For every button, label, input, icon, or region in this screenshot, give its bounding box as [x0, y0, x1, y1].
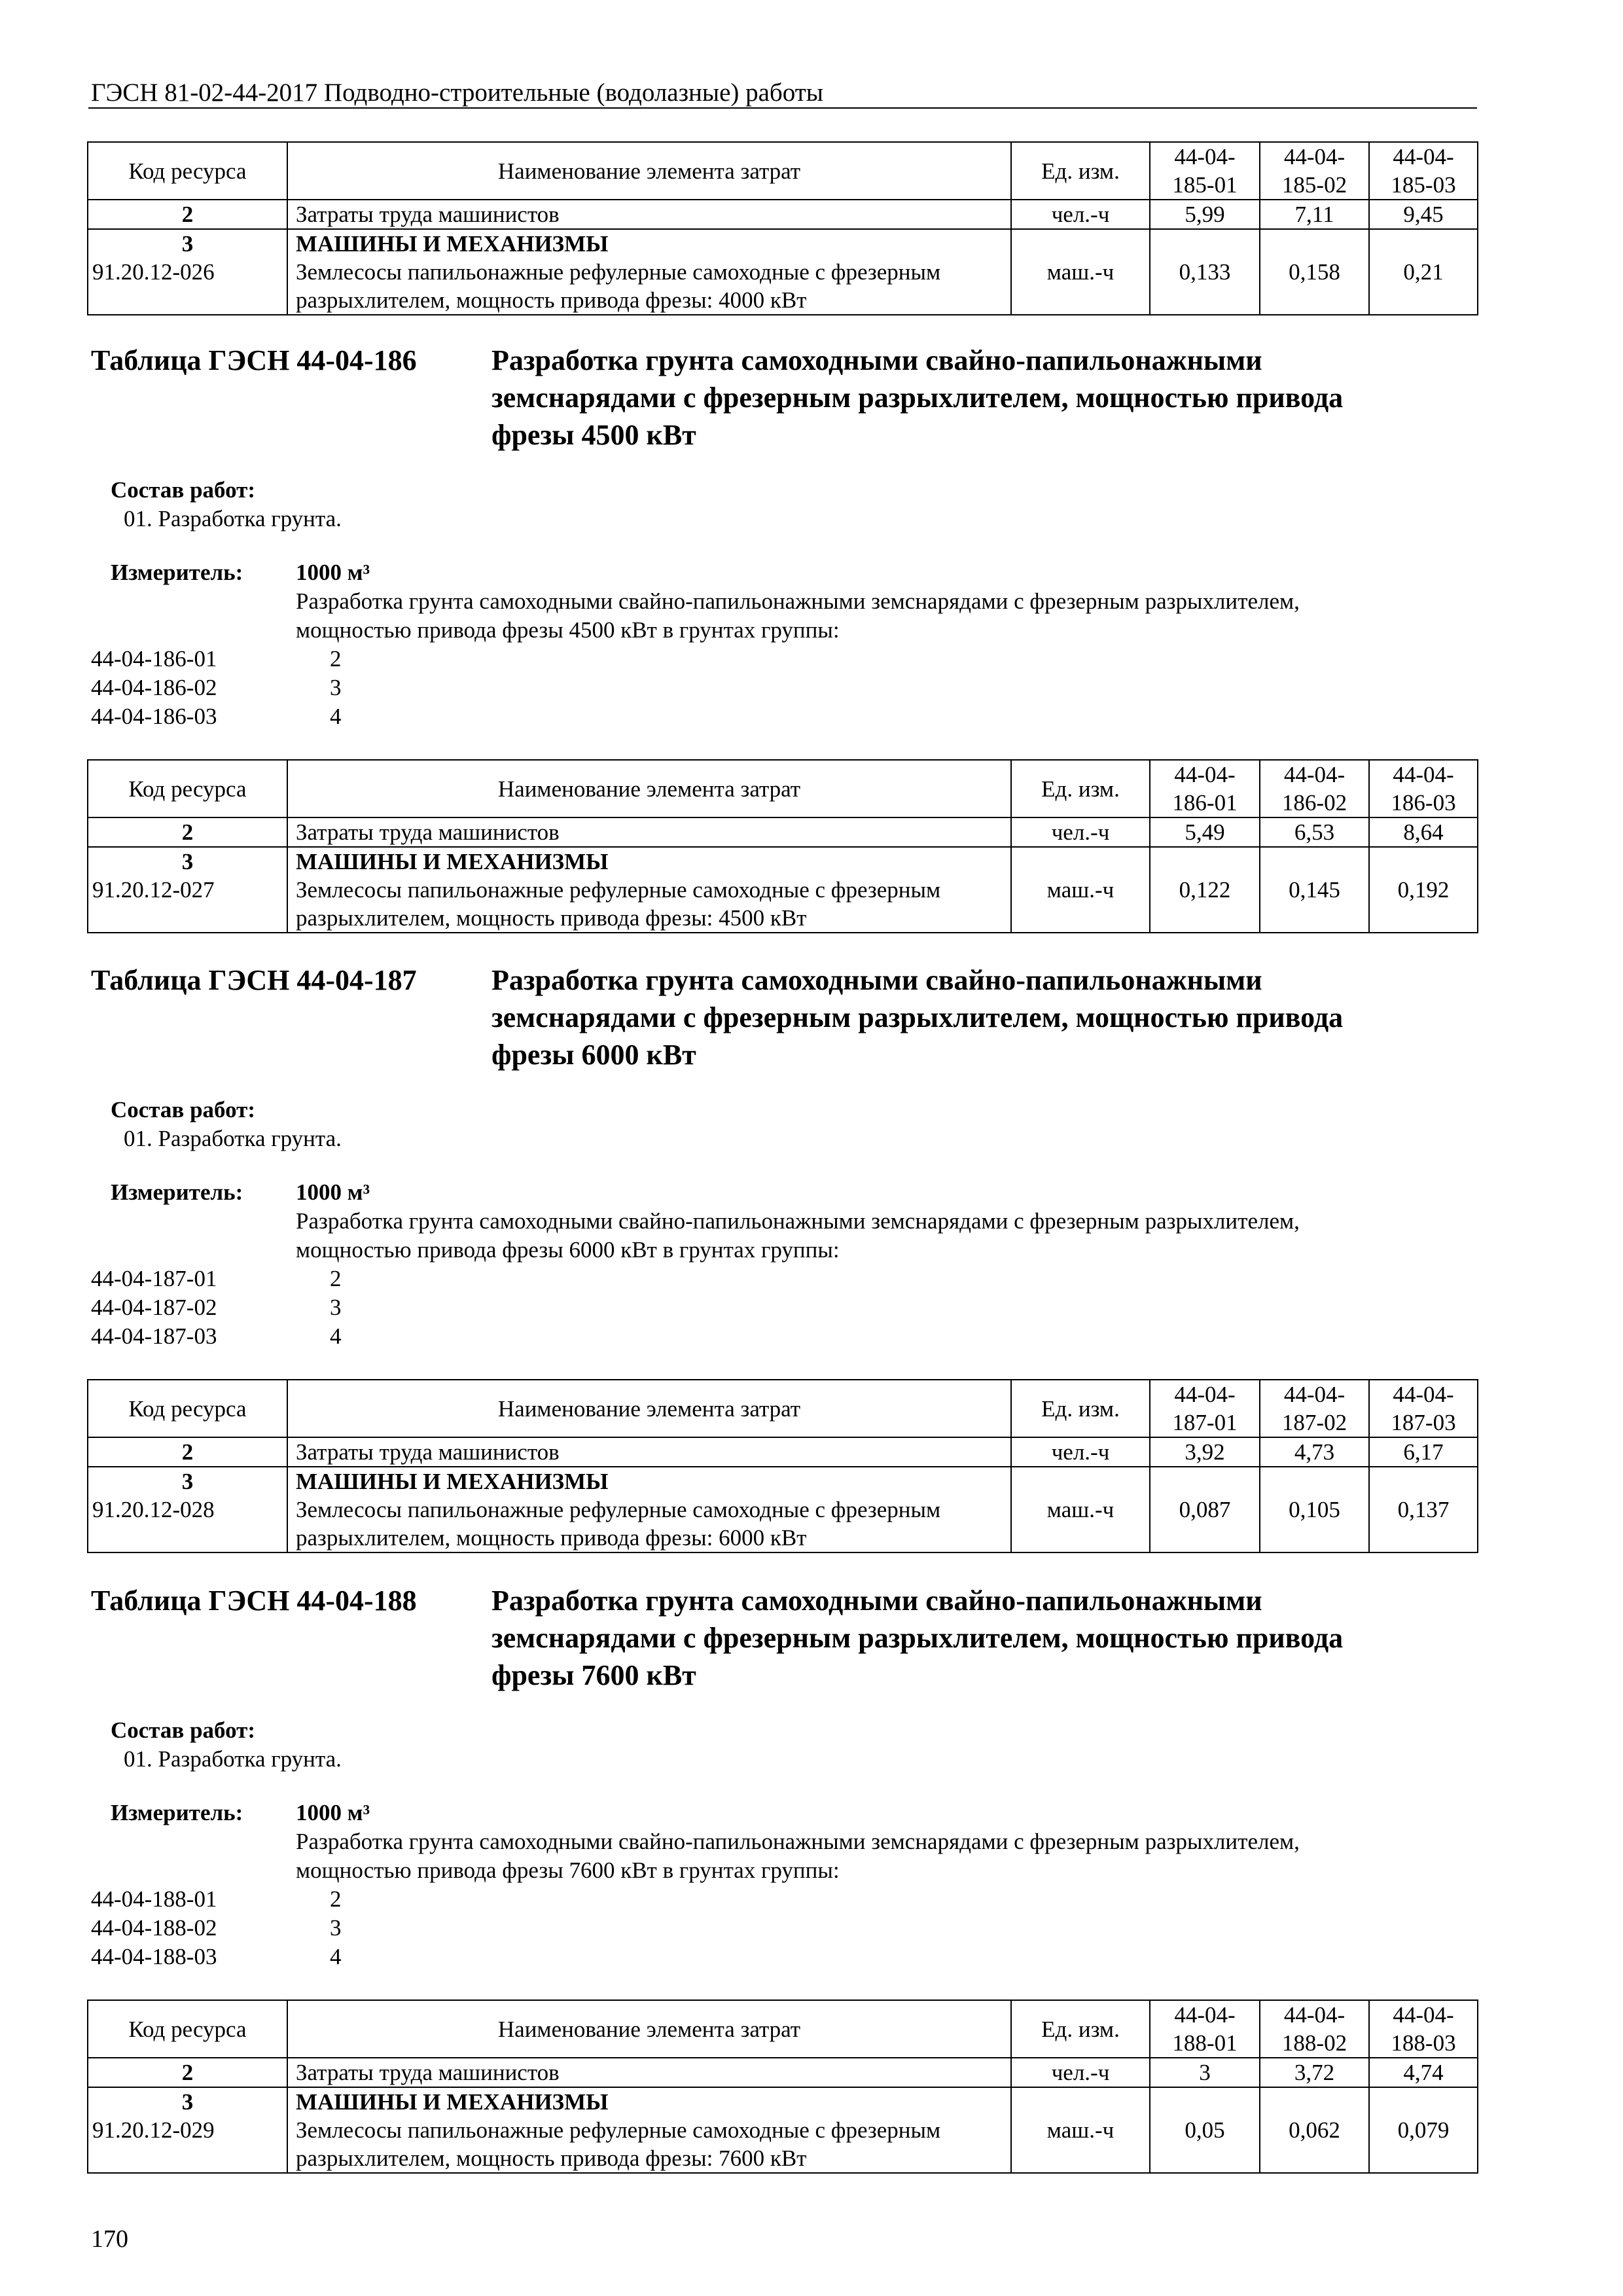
norm-row [0, 673, 1623, 702]
resource-code: 91.20.12-029 [92, 2117, 215, 2143]
norm-table-section [0, 342, 1623, 933]
machines-row [88, 847, 1478, 933]
resource-code: 2 [88, 1437, 287, 1467]
norm-code-suffix: 186-01 [1172, 790, 1238, 816]
table-header-row [88, 760, 1478, 817]
machines-row [88, 229, 1478, 315]
norm-code-suffix: 187-01 [1172, 1410, 1238, 1435]
norm-code: 44-04-188-01 [91, 1886, 217, 1912]
table-caption-line: фрезы 6000 кВт [491, 1039, 696, 1071]
norm-code-suffix: 188-02 [1281, 2030, 1347, 2056]
norm-code: 44-04-186-03 [91, 704, 217, 729]
norm-value: 0,133 [1150, 229, 1260, 315]
measure-label: Измеритель: [111, 1800, 243, 1825]
norm-row [0, 1914, 1623, 1943]
cost-item-name-line: разрыхлителем, мощность привода фрезы: 4000 кВт [296, 287, 807, 313]
soil-group: 4 [330, 704, 342, 729]
norm-code-suffix: 185-03 [1391, 172, 1456, 198]
column-header-norm [1369, 1380, 1478, 1437]
measure-description-line: мощностью привода фрезы 6000 кВт в грунтах группы: [296, 1237, 840, 1263]
norm-row [0, 1885, 1623, 1914]
table-title [0, 961, 1623, 1073]
column-header-unit: Ед. изм. [1011, 1380, 1150, 1437]
resource-code: 91.20.12-026 [92, 259, 215, 285]
unit: чел.-ч [1011, 1437, 1150, 1467]
header-rule [88, 107, 1477, 109]
resource-code-cell [88, 1467, 287, 1552]
norm-code-suffix: 185-01 [1172, 172, 1238, 198]
norm-code: 44-04-188-02 [91, 1915, 217, 1941]
work-composition-label: Состав работ: [111, 1717, 255, 1743]
soil-group: 2 [330, 1886, 342, 1912]
norm-value: 9,45 [1369, 200, 1478, 229]
labor-row [88, 1437, 1478, 1467]
norm-code-prefix: 44-04- [1174, 144, 1236, 170]
unit: маш.-ч [1011, 229, 1150, 315]
cost-item-name-line: разрыхлителем, мощность привода фрезы: 4500 кВт [296, 905, 807, 931]
column-header-resource-code: Код ресурса [88, 2000, 287, 2058]
group-code: 3 [181, 1469, 194, 1494]
soil-group: 4 [330, 1323, 342, 1349]
norm-code-prefix: 44-04- [1174, 1382, 1236, 1407]
work-composition-label: Состав работ: [111, 1097, 255, 1122]
norm-value: 0,145 [1260, 847, 1369, 933]
column-header-norm [1260, 142, 1369, 200]
norm-row [0, 645, 1623, 673]
column-header-norm [1369, 2000, 1478, 2058]
labor-row [88, 200, 1478, 229]
norm-row [0, 702, 1623, 731]
norm-value: 7,11 [1260, 200, 1369, 229]
measure-label: Измеритель: [111, 1179, 243, 1205]
column-header-norm [1150, 142, 1260, 200]
norm-code-suffix: 188-03 [1391, 2030, 1456, 2056]
table-header-row [88, 1380, 1478, 1437]
soil-group: 4 [330, 1944, 342, 1969]
norm-value: 4,74 [1369, 2058, 1478, 2087]
norm-code-prefix: 44-04- [1393, 144, 1454, 170]
unit: чел.-ч [1011, 200, 1150, 229]
soil-group: 2 [330, 1266, 342, 1291]
column-header-norm [1369, 142, 1478, 200]
running-header: ГЭСН 81-02-44-2017 Подводно-строительные (водолазные) работы [91, 79, 824, 107]
labor-row [88, 2058, 1478, 2087]
machines-row [88, 1467, 1478, 1552]
norm-value: 3,92 [1150, 1437, 1260, 1467]
norm-value: 5,49 [1150, 817, 1260, 847]
column-header-norm [1260, 1380, 1369, 1437]
group-code: 3 [181, 231, 194, 257]
machines-row [88, 2087, 1478, 2173]
resource-table [87, 1379, 1478, 1553]
work-composition-label: Состав работ: [111, 477, 255, 503]
cost-item-name-line: разрыхлителем, мощность привода фрезы: 7600 кВт [296, 2145, 807, 2171]
cost-item-name-line: разрыхлителем, мощность привода фрезы: 6000 кВт [296, 1525, 807, 1551]
column-header-cost-item: Наименование элемента затрат [287, 2000, 1011, 2058]
resource-code-cell [88, 2087, 287, 2173]
norm-code-suffix: 185-02 [1281, 172, 1347, 198]
norm-code-suffix: 187-03 [1391, 1410, 1456, 1435]
soil-group: 3 [330, 675, 342, 700]
column-header-cost-item: Наименование элемента затрат [287, 760, 1011, 817]
column-header-norm [1260, 2000, 1369, 2058]
cost-item-name-line: Землесосы папильонажные рефулерные самоходные с фрезерным [296, 2117, 941, 2143]
measure-description-line: мощностью привода фрезы 7600 кВт в грунтах группы: [296, 1857, 840, 1883]
table-caption-line: фрезы 4500 кВт [491, 419, 696, 451]
measure-description-line: мощностью привода фрезы 4500 кВт в грунтах группы: [296, 617, 840, 643]
cost-item-name: Затраты труда машинистов [287, 2058, 1011, 2087]
cost-item-name-line: Землесосы папильонажные рефулерные самоходные с фрезерным [296, 877, 941, 903]
cost-item-name: Затраты труда машинистов [287, 200, 1011, 229]
resource-code: 2 [88, 2058, 287, 2087]
norm-value: 0,079 [1369, 2087, 1478, 2173]
norm-row [0, 1943, 1623, 1971]
norm-table-section [0, 961, 1623, 1553]
labor-row [88, 817, 1478, 847]
norm-code-prefix: 44-04- [1283, 762, 1346, 787]
work-composition-item: 01. Разработка грунта. [124, 1126, 342, 1151]
table-caption-line: Разработка грунта самоходными свайно-папильонажными [491, 964, 1262, 996]
table-number: Таблица ГЭСН 44-04-187 [91, 964, 417, 996]
group-code: 3 [181, 2089, 194, 2115]
norm-code-prefix: 44-04- [1283, 1382, 1346, 1407]
norm-row [0, 1293, 1623, 1322]
norm-value: 0,158 [1260, 229, 1369, 315]
table-caption [491, 342, 1343, 454]
norm-code-prefix: 44-04- [1393, 762, 1454, 787]
norm-code-prefix: 44-04- [1393, 1382, 1454, 1407]
column-header-norm [1150, 2000, 1260, 2058]
measure-row [0, 558, 1623, 587]
table-caption-line: фрезы 7600 кВт [491, 1659, 696, 1691]
norm-code-prefix: 44-04- [1393, 2002, 1454, 2028]
norm-code: 44-04-187-02 [91, 1295, 217, 1320]
group-name: МАШИНЫ И МЕХАНИЗМЫ [296, 2089, 609, 2115]
norm-table-section [0, 1582, 1623, 2174]
unit: чел.-ч [1011, 817, 1150, 847]
norm-code: 44-04-187-03 [91, 1323, 217, 1349]
norm-value: 0,062 [1260, 2087, 1369, 2173]
norm-value: 0,192 [1369, 847, 1478, 933]
table-caption-line: земснарядами с фрезерным разрыхлителем, мощностью привода [491, 1001, 1344, 1033]
resource-code-cell [88, 229, 287, 315]
norm-value: 0,122 [1150, 847, 1260, 933]
measure-row [0, 1178, 1623, 1207]
column-header-cost-item: Наименование элемента затрат [287, 1380, 1011, 1437]
table-header-row [88, 142, 1478, 200]
norm-value: 0,087 [1150, 1467, 1260, 1552]
column-header-norm [1260, 760, 1369, 817]
norm-value: 6,53 [1260, 817, 1369, 847]
norm-code-suffix: 188-01 [1172, 2030, 1238, 2056]
resource-table [87, 141, 1478, 315]
cost-item-name: Затраты труда машинистов [287, 817, 1011, 847]
norm-value: 3 [1150, 2058, 1260, 2087]
resource-code: 2 [88, 200, 287, 229]
column-header-resource-code: Код ресурса [88, 760, 287, 817]
measure-unit: 1000 м³ [296, 560, 370, 585]
norm-code-prefix: 44-04- [1174, 762, 1236, 787]
cost-item-name-line: Землесосы папильонажные рефулерные самоходные с фрезерным [296, 1497, 941, 1522]
column-header-resource-code: Код ресурса [88, 142, 287, 200]
column-header-cost-item: Наименование элемента затрат [287, 142, 1011, 200]
measure-row [0, 1799, 1623, 1827]
norm-value: 3,72 [1260, 2058, 1369, 2087]
group-name: МАШИНЫ И МЕХАНИЗМЫ [296, 849, 609, 874]
table-header-row [88, 2000, 1478, 2058]
norm-code-prefix: 44-04- [1174, 2002, 1236, 2028]
unit: чел.-ч [1011, 2058, 1150, 2087]
norm-code: 44-04-187-01 [91, 1266, 217, 1291]
resource-table [87, 2000, 1478, 2174]
table-caption [491, 961, 1343, 1073]
measure-description-line: Разработка грунта самоходными свайно-папильонажными земснарядами с фрезерным разрыхлителем, [296, 588, 1300, 614]
resource-code: 2 [88, 817, 287, 847]
norm-value: 0,05 [1150, 2087, 1260, 2173]
resource-table [87, 759, 1478, 933]
unit: маш.-ч [1011, 847, 1150, 933]
measure-unit: 1000 м³ [296, 1800, 370, 1825]
group-name: МАШИНЫ И МЕХАНИЗМЫ [296, 1469, 609, 1494]
resource-code: 91.20.12-027 [92, 877, 215, 903]
soil-group: 3 [330, 1295, 342, 1320]
norm-code-suffix: 187-02 [1281, 1410, 1347, 1435]
norm-code-prefix: 44-04- [1283, 144, 1346, 170]
norm-code-suffix: 186-03 [1391, 790, 1456, 816]
table-caption [491, 1582, 1343, 1694]
norm-code: 44-04-186-02 [91, 675, 217, 700]
column-header-unit: Ед. изм. [1011, 760, 1150, 817]
page-number: 170 [91, 2225, 128, 2253]
column-header-norm [1369, 760, 1478, 817]
norm-code-prefix: 44-04- [1283, 2002, 1346, 2028]
table-number: Таблица ГЭСН 44-04-186 [91, 344, 417, 376]
norm-value: 4,73 [1260, 1437, 1369, 1467]
norm-code-suffix: 186-02 [1281, 790, 1347, 816]
table-title [0, 1582, 1623, 1694]
cost-item-name-cell [287, 2087, 1011, 2173]
table-caption-line: земснарядами с фрезерным разрыхлителем, мощностью привода [491, 1622, 1344, 1654]
resource-code-cell [88, 847, 287, 933]
norm-value: 6,17 [1369, 1437, 1478, 1467]
norm-value: 0,105 [1260, 1467, 1369, 1552]
table-title [0, 342, 1623, 454]
cost-item-name-cell [287, 1467, 1011, 1552]
norm-value: 8,64 [1369, 817, 1478, 847]
table-number: Таблица ГЭСН 44-04-188 [91, 1585, 417, 1617]
column-header-norm [1150, 1380, 1260, 1437]
column-header-unit: Ед. изм. [1011, 142, 1150, 200]
norm-value: 0,21 [1369, 229, 1478, 315]
column-header-unit: Ед. изм. [1011, 2000, 1150, 2058]
table-caption-line: земснарядами с фрезерным разрыхлителем, мощностью привода [491, 382, 1344, 414]
cost-item-name-cell [287, 229, 1011, 315]
norm-row [0, 1265, 1623, 1293]
norm-row [0, 1322, 1623, 1351]
soil-group: 2 [330, 646, 342, 672]
norm-code: 44-04-188-03 [91, 1944, 217, 1969]
column-header-resource-code: Код ресурса [88, 1380, 287, 1437]
norm-value: 5,99 [1150, 200, 1260, 229]
resource-code: 91.20.12-028 [92, 1497, 215, 1522]
norm-value: 0,137 [1369, 1467, 1478, 1552]
work-composition-item: 01. Разработка грунта. [124, 1746, 342, 1772]
unit: маш.-ч [1011, 1467, 1150, 1552]
cost-item-name-cell [287, 847, 1011, 933]
measure-description-line: Разработка грунта самоходными свайно-папильонажными земснарядами с фрезерным разрыхлителем, [296, 1208, 1300, 1234]
norm-code: 44-04-186-01 [91, 646, 217, 672]
measure-unit: 1000 м³ [296, 1179, 370, 1205]
unit: маш.-ч [1011, 2087, 1150, 2173]
group-name: МАШИНЫ И МЕХАНИЗМЫ [296, 231, 609, 257]
table-caption-line: Разработка грунта самоходными свайно-папильонажными [491, 1585, 1262, 1617]
work-composition-item: 01. Разработка грунта. [124, 506, 342, 531]
table-caption-line: Разработка грунта самоходными свайно-папильонажными [491, 344, 1262, 376]
cost-item-name-line: Землесосы папильонажные рефулерные самоходные с фрезерным [296, 259, 941, 285]
measure-description-line: Разработка грунта самоходными свайно-папильонажными земснарядами с фрезерным разрыхлителем, [296, 1829, 1300, 1854]
measure-label: Измеритель: [111, 560, 243, 585]
group-code: 3 [181, 849, 194, 874]
soil-group: 3 [330, 1915, 342, 1941]
column-header-norm [1150, 760, 1260, 817]
cost-item-name: Затраты труда машинистов [287, 1437, 1011, 1467]
